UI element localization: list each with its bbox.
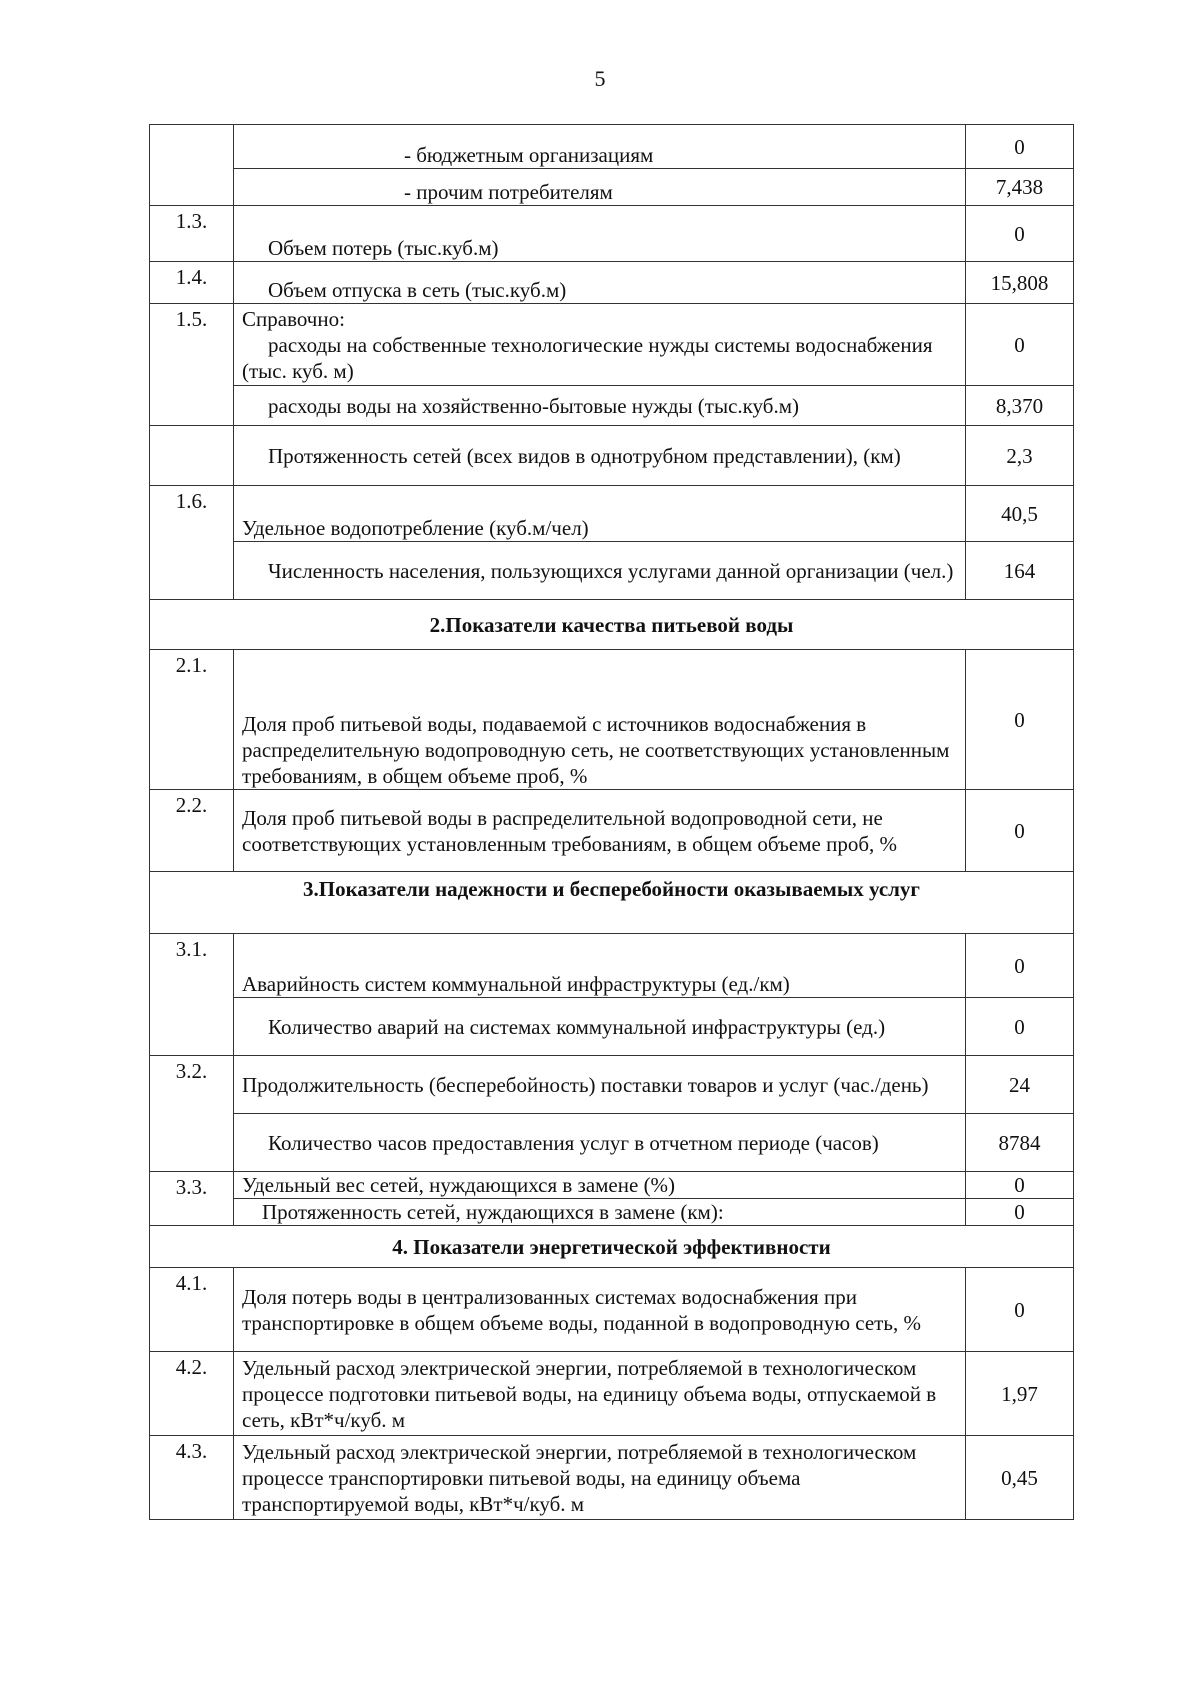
table-row	[150, 1268, 1074, 1352]
indicator-name: Количество аварий на системах коммунальной инфраструктуры (ед.)	[234, 998, 966, 1056]
row-number: 4.2.	[150, 1352, 234, 1436]
table-row	[150, 386, 1074, 426]
section-header-row	[150, 600, 1074, 650]
row-number: 3.2.	[150, 1056, 234, 1172]
table-row	[150, 1199, 1074, 1226]
section-header-row	[150, 1226, 1074, 1268]
table-row	[150, 486, 1074, 542]
table-row	[150, 1114, 1074, 1172]
row-number: 1.3.	[150, 206, 234, 262]
indicator-name: Доля потерь воды в централизованных системах водоснабжения при транспортировке в общем объеме воды, поданной в водопроводную сеть, %	[234, 1268, 966, 1352]
row-number: 2.2.	[150, 790, 234, 872]
row-number: 2.1.	[150, 650, 234, 790]
indicator-value: 0	[966, 998, 1074, 1056]
section-title: 4. Показатели энергетической эффективности	[150, 1226, 1074, 1268]
table-row	[150, 304, 1074, 386]
indicator-text: расходы на собственные технологические нужды системы водоснабжения (тыс. куб. м)	[242, 332, 933, 383]
indicator-value: 0	[966, 1199, 1074, 1226]
indicator-value: 0	[966, 206, 1074, 262]
indicator-name: Удельное водопотребление (куб.м/чел)	[234, 486, 966, 542]
indicator-value: 1,97	[966, 1352, 1074, 1436]
section-title: 3.Показатели надежности и бесперебойности оказываемых услуг	[150, 872, 1074, 934]
table-row	[150, 169, 1074, 206]
indicator-name: Численность населения, пользующихся услугами данной организации (чел.)	[234, 542, 966, 600]
table-row	[150, 998, 1074, 1056]
indicator-value: 164	[966, 542, 1074, 600]
row-number: 3.3.	[150, 1172, 234, 1226]
table-row	[150, 206, 1074, 262]
indicator-value: 2,3	[966, 426, 1074, 486]
indicator-name: Доля проб питьевой воды, подаваемой с источников водоснабжения в распределительную водопроводную сеть, не соответствующих установленным требованиям, в общем объеме проб, %	[234, 650, 966, 790]
indicator-name: Удельный расход электрической энергии, потребляемой в технологическом процессе подготовки питьевой воды, на единицу объема воды, отпускаемой в сеть, кВт*ч/куб. м	[234, 1352, 966, 1436]
indicator-name: Объем потерь (тыс.куб.м)	[234, 206, 966, 262]
indicator-value: 0	[966, 1172, 1074, 1199]
indicator-name: - бюджетным организациям	[234, 125, 966, 169]
indicator-name: Доля проб питьевой воды в распределительной водопроводной сети, не соответствующих установленным требованиям, в общем объеме проб, %	[234, 790, 966, 872]
table-row	[150, 1352, 1074, 1436]
table-row	[150, 262, 1074, 304]
table-row	[150, 650, 1074, 790]
table-row	[150, 542, 1074, 600]
indicator-value: 0	[966, 125, 1074, 169]
indicator-name: Протяженность сетей, нуждающихся в замене (км):	[234, 1199, 966, 1226]
indicator-name: Продолжительность (бесперебойность) поставки товаров и услуг (час./день)	[234, 1056, 966, 1114]
indicator-value: 7,438	[966, 169, 1074, 206]
row-number: 1.5.	[150, 304, 234, 426]
row-number	[150, 125, 234, 206]
indicator-value: 40,5	[966, 486, 1074, 542]
indicator-name: Количество часов предоставления услуг в отчетном периоде (часов)	[234, 1114, 966, 1172]
indicator-value: 8,370	[966, 386, 1074, 426]
indicator-value: 15,808	[966, 262, 1074, 304]
indicator-name: - прочим потребителям	[234, 169, 966, 206]
row-number: 4.1.	[150, 1268, 234, 1352]
indicator-heading: Справочно:	[242, 306, 345, 331]
indicator-name: Протяженность сетей (всех видов в однотрубном представлении), (км)	[234, 426, 966, 486]
page-number: 5	[594, 66, 606, 91]
indicator-value: 0	[966, 790, 1074, 872]
indicator-name	[234, 304, 966, 386]
indicator-value: 0	[966, 650, 1074, 790]
section-title: 2.Показатели качества питьевой воды	[150, 600, 1074, 650]
row-number: 3.1.	[150, 934, 234, 1056]
section-header-row	[150, 872, 1074, 934]
indicator-value: 0	[966, 1268, 1074, 1352]
indicator-value: 24	[966, 1056, 1074, 1114]
row-number: 1.6.	[150, 486, 234, 600]
table-row	[150, 1436, 1074, 1520]
indicator-name: Аварийность систем коммунальной инфраструктуры (ед./км)	[234, 934, 966, 998]
row-number: 1.4.	[150, 262, 234, 304]
indicator-name: расходы воды на хозяйственно-бытовые нужды (тыс.куб.м)	[234, 386, 966, 426]
indicator-value: 0	[966, 934, 1074, 998]
table-row	[150, 426, 1074, 486]
row-number	[150, 426, 234, 486]
indicator-value: 8784	[966, 1114, 1074, 1172]
indicator-value: 0,45	[966, 1436, 1074, 1520]
indicator-name: Удельный расход электрической энергии, потребляемой в технологическом процессе транспортировки питьевой воды, на единицу объема транспортируемой воды, кВт*ч/куб. м	[234, 1436, 966, 1520]
table-row	[150, 934, 1074, 998]
indicators-table	[149, 124, 1074, 1520]
table-row	[150, 790, 1074, 872]
table-row	[150, 125, 1074, 169]
indicator-name: Объем отпуска в сеть (тыс.куб.м)	[234, 262, 966, 304]
table-row	[150, 1056, 1074, 1114]
indicator-name: Удельный вес сетей, нуждающихся в замене (%)	[234, 1172, 966, 1199]
indicator-value: 0	[966, 304, 1074, 386]
row-number: 4.3.	[150, 1436, 234, 1520]
table-row	[150, 1172, 1074, 1199]
